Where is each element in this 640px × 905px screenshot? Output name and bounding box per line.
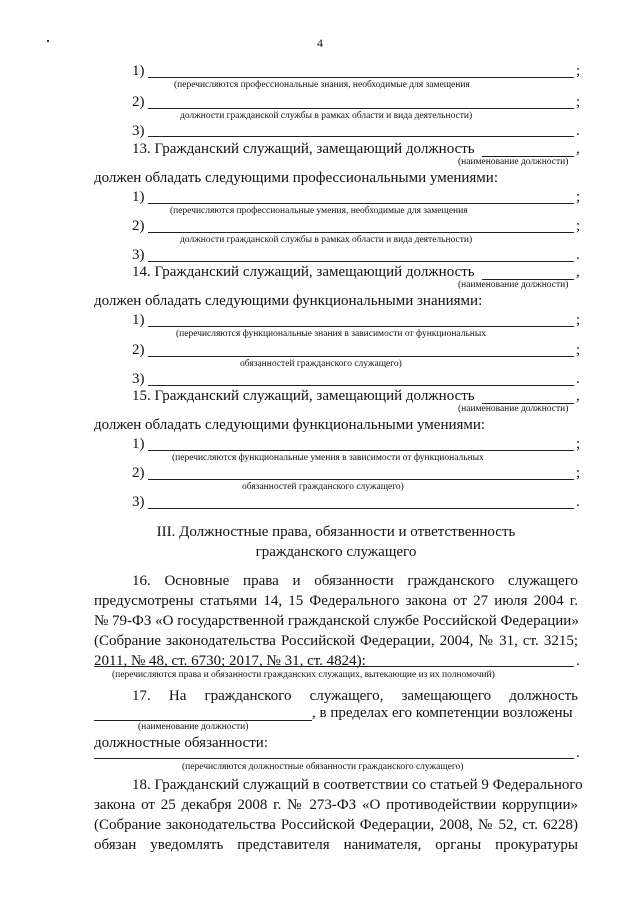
hint-text: (наименование должности) — [138, 722, 249, 732]
fill-line — [148, 108, 574, 109]
punct: ; — [576, 465, 581, 481]
item-label: 3) — [132, 123, 145, 139]
fill-line — [148, 136, 574, 137]
item-label: 1) — [132, 436, 145, 452]
punct: , — [576, 388, 580, 404]
fill-line — [148, 232, 574, 233]
item-label: 2) — [132, 342, 145, 358]
p18-line: 18. Гражданский служащий в соответствии со статьей 9 Федерального — [132, 777, 583, 793]
fill-line — [148, 356, 574, 357]
item-label: 1) — [132, 63, 145, 79]
p16-line: 16. Основные права и обязанности гражданского служащего — [132, 573, 578, 589]
p16-line: (Собрание законодательства Российской Федерации, 2004, № 31, ст. 3215; — [94, 633, 578, 649]
punct: ; — [576, 94, 581, 110]
item-label: 2) — [132, 94, 145, 110]
p17-line1: 17. На гражданского служащего, замещающего должность — [132, 688, 578, 704]
hint-text: (наименование должности) — [458, 280, 569, 290]
p18-line: (Собрание законодательства Российской Федерации, 2008, № 52, ст. 6228) — [94, 817, 578, 833]
p17-line2-tail: , в пределах его компетенции возложены — [312, 705, 573, 721]
section-heading-line2: гражданского служащего — [255, 544, 417, 560]
item-label: 3) — [132, 494, 145, 510]
fill-line — [94, 758, 574, 759]
fill-line — [148, 326, 574, 327]
p14-lead: 14. Гражданский служащий, замещающий должность — [132, 264, 475, 280]
hint-text: (перечисляются функциональные знания в зависимости от функциональных — [176, 329, 486, 339]
p14-cont: должен обладать следующими функциональными знаниями: — [94, 293, 483, 309]
hint-text: должности гражданской службы в рамках области и вида деятельности) — [180, 235, 473, 245]
item-label: 2) — [132, 218, 145, 234]
item-label: 3) — [132, 371, 145, 387]
hint-text: обязанностей гражданского служащего) — [240, 359, 402, 369]
fill-line — [94, 666, 574, 667]
p13-cont: должен обладать следующими профессиональными умениями: — [94, 170, 498, 186]
hint-text: должности гражданской службы в рамках области и вида деятельности) — [180, 111, 473, 121]
punct: . — [576, 123, 580, 139]
hint-text: (наименование должности) — [458, 404, 569, 414]
p18-line: закона от 25 декабря 2008 г. № 273-ФЗ «О противодействии коррупции» — [94, 797, 578, 813]
punct: . — [576, 494, 580, 510]
p16-line: № 79-ФЗ «О государственной гражданской службе Российской Федерации» — [94, 613, 579, 629]
item-label: 1) — [132, 312, 145, 328]
punct: ; — [576, 312, 581, 328]
punct: . — [576, 371, 580, 387]
p16-line: предусмотрены статьями 14, 15 Федерального закона от 27 июля 2004 г. — [94, 593, 578, 609]
fill-line — [148, 508, 574, 509]
section-heading-line1: III. Должностные права, обязанности и ответственность — [156, 524, 516, 540]
hint-text: (перечисляются профессиональные умения, необходимые для замещения — [170, 206, 468, 216]
hint-text: (наименование должности) — [458, 157, 569, 167]
punct: . — [576, 745, 580, 761]
punct: ; — [576, 436, 581, 452]
punct: . — [576, 247, 580, 263]
punct: ; — [576, 189, 581, 205]
fill-line — [148, 203, 574, 204]
hint-text: (перечисляются функциональные умения в зависимости от функциональных — [172, 453, 484, 463]
punct: ; — [576, 218, 581, 234]
p13-lead: 13. Гражданский служащий, замещающий должность — [132, 141, 475, 157]
p16-line: 2011, № 48, ст. 6730; 2017, № 31, ст. 4824): — [94, 653, 366, 669]
p17-line3: должностные обязанности: — [94, 735, 268, 751]
item-label: 2) — [132, 465, 145, 481]
punct: ; — [576, 342, 581, 358]
p15-lead: 15. Гражданский служащий, замещающий должность — [132, 388, 475, 404]
fill-line — [148, 385, 574, 386]
fill-line — [148, 77, 574, 78]
punct: , — [576, 141, 580, 157]
item-label: 3) — [132, 247, 145, 263]
p18-line: обязан уведомлять представителя нанимателя, органы прокуратуры — [94, 837, 578, 853]
punct: , — [576, 264, 580, 280]
hint-text: (перечисляются профессиональные знания, необходимые для замещения — [174, 80, 470, 90]
page-number: 4 — [317, 36, 323, 50]
fill-line — [148, 261, 574, 262]
fill-line — [148, 479, 574, 480]
hint-text: (перечисляются права и обязанности гражданских служащих, вытекающие из их полномочий) — [112, 670, 495, 680]
hint-text: (перечисляются должностные обязанности гражданского служащего) — [182, 762, 464, 772]
fill-line — [94, 720, 312, 721]
p15-cont: должен обладать следующими функциональными умениями: — [94, 417, 486, 433]
punct: ; — [576, 63, 581, 79]
hint-text: обязанностей гражданского служащего) — [242, 482, 404, 492]
item-label: 1) — [132, 189, 145, 205]
punct: . — [576, 653, 580, 669]
fill-line — [148, 450, 574, 451]
